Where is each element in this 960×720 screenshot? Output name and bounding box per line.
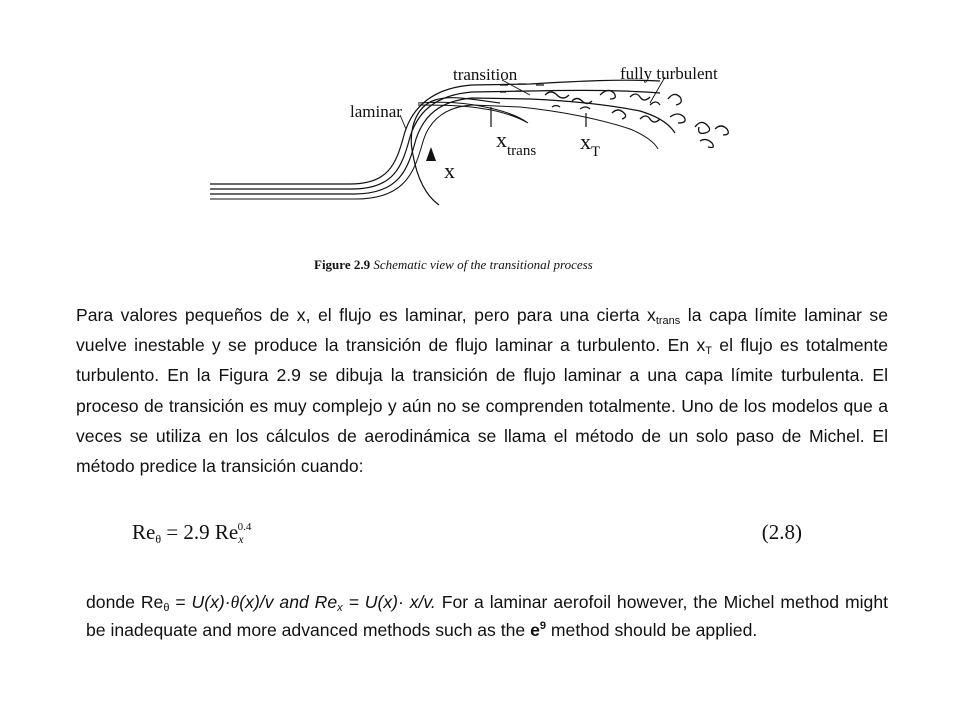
para2-sub-theta: θ (163, 602, 170, 614)
label-x-trans (496, 127, 536, 159)
eq-exponent: 0.4 (237, 521, 252, 533)
para2-b: = (169, 592, 192, 612)
para2-e-method: e (530, 620, 540, 640)
para2-a: donde Re (86, 592, 164, 612)
leading-edge-contour (411, 98, 500, 205)
turbulent-eddies (545, 90, 728, 147)
paragraph-definition (86, 588, 888, 644)
michel-equation (132, 520, 802, 556)
label-x-T (580, 129, 600, 160)
label-fully-turbulent: fully turbulent (620, 64, 718, 83)
para2-c: U(x)· (191, 592, 231, 612)
equation-formula (132, 520, 251, 545)
para1-text-2: la capa límite laminar se vuelve inestable y se produce la transición de flujo laminar a turbulento. En x (76, 305, 888, 356)
label-x-T-base: x (580, 129, 591, 154)
para2-f: = U(x)· x/v. (342, 592, 436, 612)
eq-sub-x: x (238, 532, 244, 546)
para1-sub-trans: trans (655, 315, 681, 327)
para1-text-3: el flujo es totalmente turbulento. En la Figura 2.9 se dibuja la transición de flujo laminar a una capa límite turbulenta. El proceso de transición es muy complejo y aún no se comprenden totalmente. Uno de los modelos que a veces se utiliza en los cálculos de aerodinámica se llama el método de un solo paso de Michel. El método predice la transición cuando: (76, 335, 888, 477)
transition-schematic-figure (200, 55, 760, 285)
equation-number: (2.8) (761, 520, 802, 544)
eq-re-theta: Re (132, 520, 156, 544)
eq-mid: = 2.9 Re (161, 520, 239, 544)
para1-sub-T: T (705, 345, 712, 358)
label-transition: transition (453, 65, 518, 84)
label-x-trans-base: x (496, 127, 507, 152)
para2-sup-9: 9 (539, 620, 546, 632)
para2-i: method should be applied. (545, 620, 758, 640)
streamline-3 (210, 98, 675, 194)
x-arrow (426, 147, 436, 161)
figure-caption (314, 257, 593, 273)
para2-theta: θ (230, 592, 240, 612)
label-x: x (444, 158, 455, 183)
para1-text-1: Para valores pequeños de x, el flujo es laminar, pero para una cierta x (76, 305, 656, 325)
para2-sub-x: x (337, 602, 343, 614)
caption-number: Figure 2.9 (314, 257, 371, 272)
streamline-1 (210, 80, 660, 184)
eq-sub-theta: θ (155, 532, 162, 546)
paragraph-description (76, 300, 888, 481)
label-laminar: laminar (350, 102, 402, 121)
para2-g: For a laminar aerofoil however, the Michel method might be inadequate and more advanced methods such as the (86, 592, 888, 640)
para2-e: (x)/v and Re (239, 592, 338, 612)
label-x-T-sub: T (591, 144, 601, 160)
label-x-trans-sub: trans (507, 143, 537, 159)
caption-text: Schematic view of the transitional process (373, 257, 593, 272)
